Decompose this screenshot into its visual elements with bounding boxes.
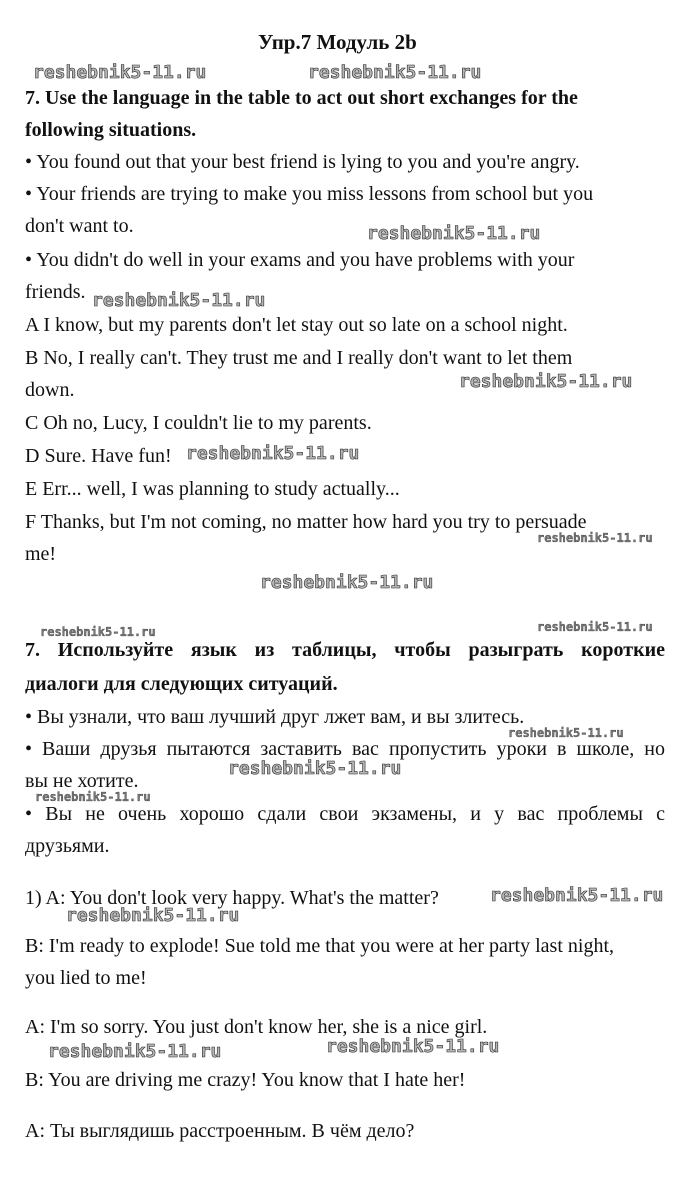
dialogue-line-2b: you lied to me! bbox=[25, 967, 147, 989]
situation-en-3-line2: friends. bbox=[25, 281, 86, 303]
option-a: A I know, but my parents don't let stay out so late on a school night. bbox=[25, 314, 568, 336]
option-f-line1: F Thanks, but I'm not coming, no matter how hard you try to persuade bbox=[25, 511, 587, 533]
watermark: reshebnik5-11.ru bbox=[186, 443, 360, 464]
watermark-small: reshebnik5-11.ru bbox=[35, 790, 151, 804]
task-heading-ru-line2: диалоги для следующих ситуаций. bbox=[25, 673, 338, 695]
dialogue-line-5: A: Ты выглядишь расстроенным. В чём дело? bbox=[25, 1120, 415, 1142]
situation-ru-1: • Вы узнали, что ваш лучший друг лжет вам, и вы злитесь. bbox=[25, 706, 525, 728]
watermark: reshebnik5-11.ru bbox=[92, 290, 266, 311]
page-title: Упр.7 Модуль 2b bbox=[258, 30, 417, 54]
watermark-small: reshebnik5-11.ru bbox=[537, 620, 653, 634]
dialogue-line-3: A: I'm so sorry. You just don't know her, she is a nice girl. bbox=[25, 1016, 488, 1038]
situation-ru-3-line1: • Вы не очень хорошо сдали свои экзамены, и у вас проблемы с bbox=[25, 803, 665, 825]
watermark: reshebnik5-11.ru bbox=[66, 905, 240, 926]
situation-ru-2-line2: вы не хотите. bbox=[25, 770, 139, 792]
option-b-line1: B No, I really can't. They trust me and I really don't want to let them bbox=[25, 347, 573, 369]
task-heading-en-line1: 7. Use the language in the table to act out short exchanges for the bbox=[25, 87, 578, 109]
dialogue-line-4: B: You are driving me crazy! You know that I hate her! bbox=[25, 1069, 466, 1091]
situation-en-1: • You found out that your best friend is lying to you and you're angry. bbox=[25, 151, 580, 173]
option-e: E Err... well, I was planning to study actually... bbox=[25, 478, 400, 500]
watermark: reshebnik5-11.ru bbox=[308, 62, 482, 83]
situation-en-2-line1: • Your friends are trying to make you miss lessons from school but you bbox=[25, 183, 594, 205]
watermark: reshebnik5-11.ru bbox=[48, 1041, 222, 1062]
situation-en-3-line1: • You didn't do well in your exams and you have problems with your bbox=[25, 249, 575, 271]
watermark-small: reshebnik5-11.ru bbox=[537, 531, 653, 545]
task-heading-en-line2: following situations. bbox=[25, 119, 197, 141]
situation-ru-3-line2: друзьями. bbox=[25, 835, 110, 857]
option-f-line2: me! bbox=[25, 543, 57, 565]
watermark: reshebnik5-11.ru bbox=[490, 885, 664, 906]
dialogue-line-2a: B: I'm ready to explode! Sue told me that you were at her party last night, bbox=[25, 935, 615, 957]
watermark: reshebnik5-11.ru bbox=[459, 371, 633, 392]
watermark: reshebnik5-11.ru bbox=[260, 572, 434, 593]
dialogue-line-1: 1) A: You don't look very happy. What's the matter? bbox=[25, 887, 439, 909]
watermark: reshebnik5-11.ru bbox=[228, 758, 402, 779]
option-b-line2: down. bbox=[25, 379, 75, 401]
situation-ru-2-line1: • Ваши друзья пытаются заставить вас пропустить уроки в школе, но bbox=[25, 738, 665, 760]
watermark: reshebnik5-11.ru bbox=[367, 223, 541, 244]
option-c: C Oh no, Lucy, I couldn't lie to my parents. bbox=[25, 412, 372, 434]
option-d: D Sure. Have fun! bbox=[25, 445, 172, 467]
watermark-small: reshebnik5-11.ru bbox=[40, 625, 156, 639]
watermark-small: reshebnik5-11.ru bbox=[508, 726, 624, 740]
situation-en-2-line2: don't want to. bbox=[25, 215, 134, 237]
task-heading-ru-line1: 7. Используйте язык из таблицы, чтобы разыграть короткие bbox=[25, 639, 665, 661]
watermark: reshebnik5-11.ru bbox=[33, 62, 207, 83]
watermark: reshebnik5-11.ru bbox=[326, 1036, 500, 1057]
